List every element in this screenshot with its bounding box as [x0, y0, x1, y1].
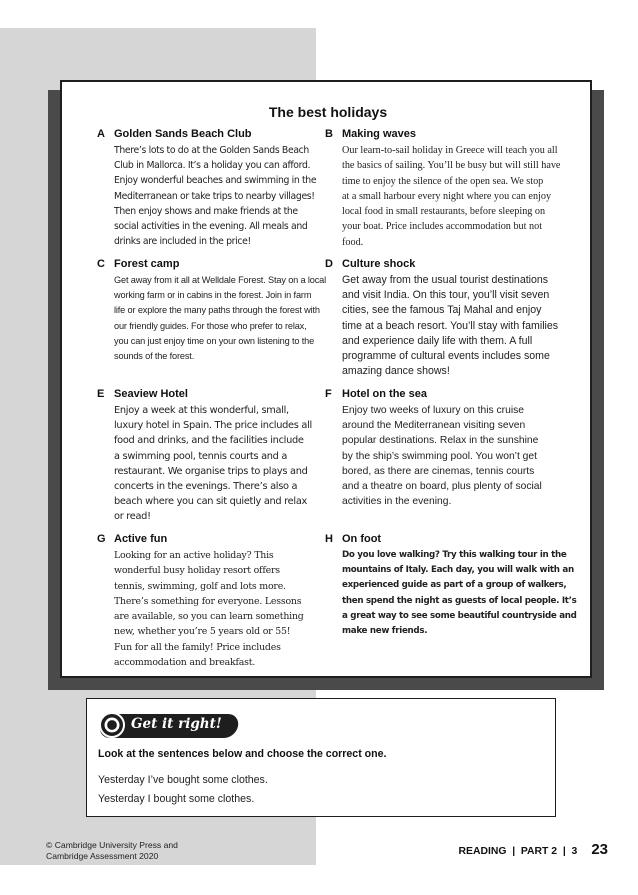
- ad-heading: [97, 387, 312, 401]
- ad-heading: [325, 387, 542, 401]
- ad-line: or read!: [114, 511, 151, 523]
- ad-heading: [325, 127, 560, 141]
- ad-line: the basics of sailing. You’ll be busy but will still have: [342, 160, 561, 172]
- ad-line: around the Mediterranean visiting seven: [342, 420, 526, 432]
- ad-line: life or explore the many paths through the forest with: [114, 305, 320, 316]
- ad-g: [97, 532, 304, 670]
- ad-line: time to enjoy the silence of the open sea. We stop: [342, 175, 544, 187]
- ad-line: accommodation and breakfast.: [114, 657, 256, 669]
- ad-name: Culture shock: [342, 258, 416, 270]
- ad-line: a swimming pool, tennis courts and a: [114, 450, 288, 462]
- ad-name: Active fun: [114, 533, 168, 545]
- get-it-right-box: [86, 698, 556, 817]
- ad-letter: A: [97, 128, 105, 140]
- ad-name: On foot: [342, 533, 382, 545]
- ad-line: There’s something for everyone. Lessons: [114, 595, 302, 607]
- ad-letter: E: [97, 388, 105, 400]
- ad-line: There’s lots to do at the Golden Sands Beach: [114, 145, 309, 156]
- ad-line: time at a beach resort. You’ll stay with families: [342, 319, 559, 332]
- ad-heading: [97, 257, 326, 271]
- ad-d: [325, 257, 558, 379]
- ad-f: [325, 387, 542, 509]
- ad-line: Fun for all the family! Price includes: [114, 641, 281, 653]
- badge-label: Get it right!: [131, 716, 222, 732]
- ad-h: [325, 532, 577, 639]
- ad-heading: [325, 257, 558, 271]
- sentence-option-1: Yesterday I’ve bought some clothes.: [98, 774, 268, 786]
- ad-line: sounds of the forest.: [114, 351, 195, 362]
- ad-line: wonderful busy holiday resort offers: [114, 565, 280, 577]
- card-title: The best holidays: [268, 104, 388, 120]
- ad-line: Enjoy a week at this wonderful, small,: [114, 405, 289, 416]
- ad-line: then spend the night as guests of local people. It’s: [342, 595, 577, 606]
- ad-heading: [97, 127, 316, 141]
- ad-line: Get away from it all at Welldale Forest. Stay on a local: [114, 275, 327, 285]
- page-number: 23: [591, 841, 608, 858]
- ad-line: and a theatre on board, plus plenty of social: [342, 481, 542, 493]
- ad-line: Get away from the usual tourist destinations: [342, 274, 549, 286]
- ad-line: and visit India. On this tour, you’ll visit seven: [342, 289, 550, 302]
- ad-line: your boat. Price includes accommodation but not: [342, 221, 543, 233]
- ad-line: Enjoy two weeks of luxury on this cruise: [342, 405, 524, 416]
- ad-c: [97, 257, 326, 364]
- ad-line: Looking for an active holiday? This: [114, 550, 274, 561]
- ad-line: concerts in the evenings. There’s also a: [114, 481, 298, 493]
- ad-body: [342, 143, 560, 250]
- ad-b: [325, 127, 560, 250]
- ad-line: and experience daily life with them. A full: [342, 334, 533, 347]
- ad-letter: C: [97, 258, 105, 270]
- ad-letter: F: [325, 388, 332, 400]
- ad-line: food and drinks, and the facilities include: [114, 435, 304, 447]
- ad-line: social activities in the evening. All meals and: [114, 221, 308, 233]
- ad-line: Club in Mallorca. It’s a holiday you can afford.: [114, 160, 311, 172]
- ad-line: mountains of Italy. Each day, you will walk with an: [342, 565, 574, 576]
- ad-line: you can just enjoy time on your own listening to the: [114, 335, 315, 346]
- ad-line: activities in the evening.: [342, 496, 452, 508]
- copyright-line: © Cambridge University Press and: [46, 840, 178, 850]
- circle-o-icon: [99, 712, 125, 738]
- section-label: READING | PART 2 | 3: [458, 846, 578, 857]
- ad-line: restaurant. We organise trips to plays and: [114, 465, 308, 477]
- ad-heading: [325, 532, 577, 546]
- ad-line: make new friends.: [342, 626, 428, 637]
- ad-line: new, whether you’re 5 years old or 55!: [114, 626, 291, 638]
- ad-body: [342, 273, 558, 379]
- ad-letter: D: [325, 258, 333, 270]
- ad-line: drinks are included in the price!: [114, 236, 251, 248]
- holidays-card: [60, 80, 592, 678]
- ad-a: [97, 127, 316, 249]
- ad-name: Making waves: [342, 128, 416, 140]
- ad-letter: G: [97, 533, 106, 545]
- ad-name: Forest camp: [114, 258, 180, 270]
- ad-name: Seaview Hotel: [114, 388, 188, 400]
- ad-line: bored, as there are cinemas, tennis courts: [342, 465, 535, 477]
- page-footer: [459, 841, 608, 859]
- ad-letter: B: [325, 128, 333, 140]
- ad-line: experienced guide as part of a group of walkers,: [342, 580, 567, 591]
- ad-line: programme of cultural events includes some: [342, 350, 550, 363]
- ad-heading: [97, 532, 304, 546]
- ad-line: cities, see the famous Taj Mahal and enjoy: [342, 304, 542, 317]
- ad-e: [97, 387, 312, 525]
- ad-line: amazing dance shows!: [342, 365, 450, 378]
- ad-line: Mediterranean or take trips to nearby villages!: [114, 190, 315, 202]
- ad-line: beach where you can sit quietly and relax: [114, 496, 308, 508]
- ad-body: [114, 143, 316, 249]
- ad-line: are available, so you can learn something: [114, 611, 304, 623]
- ad-line: working farm or in cabins in the forest. Join in farm: [114, 290, 312, 301]
- ad-body: [114, 548, 304, 670]
- ad-line: our friendly guides. For those who prefer to relax,: [114, 320, 307, 331]
- sentence-option-2: Yesterday I bought some clothes.: [98, 793, 255, 805]
- ad-line: popular destinations. Relax in the sunshine: [342, 435, 539, 447]
- ad-line: a great way to see some beautiful countryside and: [342, 610, 577, 621]
- ad-body: [114, 273, 326, 364]
- ad-line: luxury hotel in Spain. The price includes all: [114, 420, 312, 432]
- ad-line: by the ship’s swimming pool. You won’t get: [342, 450, 537, 462]
- ad-line: Then enjoy shows and make friends at the: [114, 205, 298, 217]
- ad-line: local food in small restaurants, before sleeping on: [342, 206, 546, 218]
- ad-body: [342, 548, 577, 639]
- copyright-line: Cambridge Assessment 2020: [46, 851, 159, 861]
- ad-line: tennis, swimming, golf and lots more.: [114, 580, 286, 592]
- tip-instruction: Look at the sentences below and choose the correct one.: [98, 748, 387, 760]
- ad-letter: H: [325, 533, 333, 545]
- ad-name: Hotel on the sea: [342, 388, 427, 400]
- ad-body: [114, 403, 312, 525]
- ad-line: Do you love walking? Try this walking tour in the: [342, 550, 567, 560]
- ad-name: Golden Sands Beach Club: [114, 128, 252, 140]
- ad-line: Enjoy wonderful beaches and swimming in the: [114, 175, 317, 187]
- ad-line: Our learn-to-sail holiday in Greece will teach you all: [342, 145, 558, 156]
- copyright: [46, 840, 178, 862]
- ad-line: food.: [342, 236, 364, 248]
- ad-line: at a small harbour every night where you can enjoy: [342, 190, 552, 202]
- ad-body: [342, 403, 542, 509]
